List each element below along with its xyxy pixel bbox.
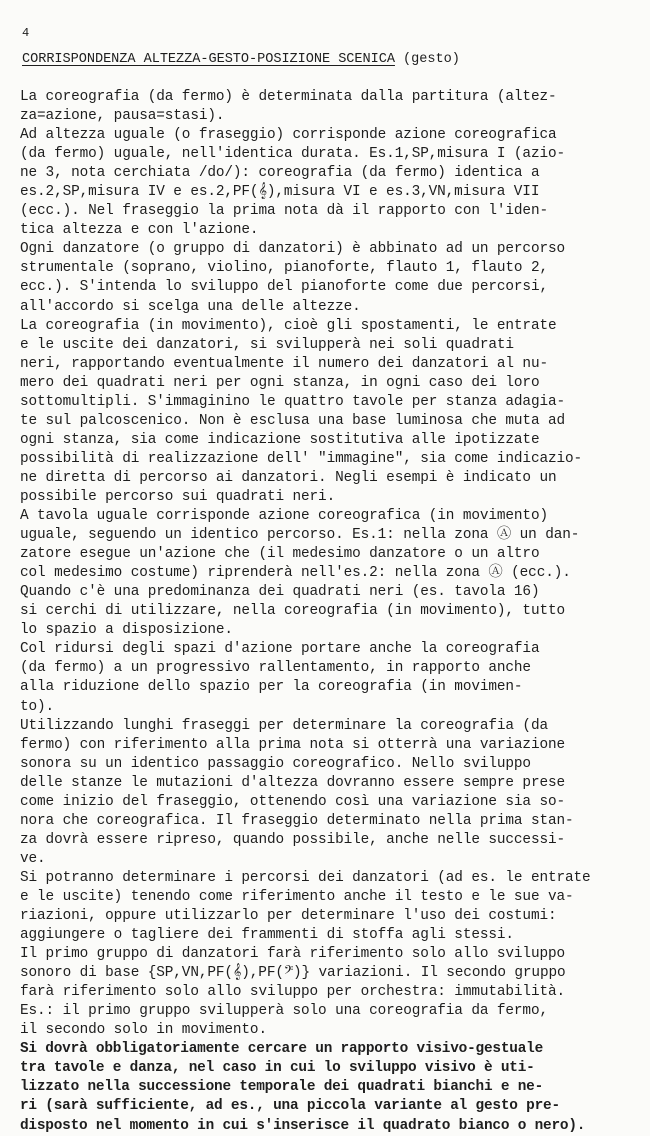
text-line: ecc.). S'intenda lo sviluppo del pianoforte come due percorsi, (20, 279, 548, 296)
text-line: za=azione, pausa=stasi). (20, 108, 225, 125)
section-title (22, 52, 460, 68)
bold-text-line: tra tavole e danza, nel caso in cui lo sviluppo visivo è uti- (20, 1060, 535, 1077)
text-line: Il primo gruppo di danzatori farà riferimento solo allo sviluppo (20, 946, 566, 963)
text-line: come inizio del fraseggio, ottenendo così una variazione sia so- (20, 793, 566, 810)
text-line: fermo) con riferimento alla prima nota si otterrà una variazione (20, 736, 566, 753)
text-line: all'accordo si scelga una delle altezze. (20, 298, 361, 315)
text-line: Es.: il primo gruppo svilupperà solo una coreografia da fermo, (20, 1003, 548, 1020)
text-line: strumentale (soprano, violino, pianoforte, flauto 1, flauto 2, (20, 260, 548, 277)
text-line: te sul palcoscenico. Non è esclusa una base luminosa che muta ad (20, 412, 566, 429)
text-line: farà riferimento solo allo sviluppo per orchestra: immutabilità. (20, 984, 566, 1001)
text-line: possibilità di realizzazione dell' "immagine", sia come indicazio- (20, 450, 583, 467)
text-line: lo spazio a disposizione. (20, 622, 233, 639)
page-number: 4 (22, 26, 30, 40)
text-line: (da fermo) uguale, nell'identica durata. Es.1,SP,misura I (azio- (20, 146, 566, 163)
text-line: ne 3, nota cerchiata /do/): coreografia (da fermo) identica a (20, 165, 540, 182)
text-line: Ad altezza uguale (o fraseggio) corrisponde azione coreografica (20, 127, 557, 144)
text-line: zatore esegue un'azione che (il medesimo danzatore o un altro (20, 546, 540, 563)
text-line: za dovrà essere ripreso, quando possibile, anche nelle successi- (20, 831, 566, 848)
text-line: sonora su un identico passaggio coreografico. Nello sviluppo (20, 755, 531, 772)
bold-text-line: disposto nel momento in cui s'inserisce il quadrato bianco o nero). (20, 1117, 586, 1134)
bold-text-line: Si dovrà obbligatoriamente cercare un rapporto visivo-gestuale (20, 1041, 544, 1058)
text-line: La coreografia (in movimento), cioè gli spostamenti, le entrate (20, 317, 557, 334)
text-line: sottomultipli. S'immaginino le quattro tavole per stanza adagia- (20, 393, 566, 410)
text-line: (ecc.). Nel fraseggio la prima nota dà il rapporto con l'iden- (20, 203, 548, 220)
text-line: col medesimo costume) riprenderà nell'es.2: nella zona Ⓐ (ecc.). (20, 565, 571, 582)
text-line: Col ridursi degli spazi d'azione portare anche la coreografia (20, 641, 540, 658)
text-line: delle stanze le mutazioni d'altezza dovranno essere sempre prese (20, 774, 566, 791)
text-line: Quando c'è una predominanza dei quadrati neri (es. tavola 16) (20, 584, 540, 601)
text-line: tica altezza e con l'azione. (20, 222, 259, 239)
text-line: A tavola uguale corrisponde azione coreografica (in movimento) (20, 508, 548, 525)
text-line: sonoro di base {SP,VN,PF(𝄞),PF(𝄢)} variazioni. Il secondo gruppo (20, 965, 566, 982)
text-line: ne diretta di percorso ai danzatori. Negli esempi è indicato un (20, 469, 557, 486)
text-line: to). (20, 698, 55, 715)
bold-text-line: ri (sarà sufficiente, ad es., una piccola variante al gesto pre- (20, 1098, 560, 1115)
text-line: Ogni danzatore (o gruppo di danzatori) è abbinato ad un percorso (20, 241, 566, 258)
text-line: mero dei quadrati neri per ogni stanza, in ogni caso dei loro (20, 374, 540, 391)
text-line: e le uscite) tenendo come riferimento anche il testo e le sue va- (20, 888, 574, 905)
text-line: si cerchi di utilizzare, nella coreografia (in movimento), tutto (20, 603, 566, 620)
text-line: La coreografia (da fermo) è determinata dalla partitura (altez- (20, 89, 557, 105)
text-line: aggiungere o tagliere dei frammenti di stoffa agli stessi. (20, 927, 514, 944)
bold-text-line: lizzato nella successione temporale dei quadrati bianchi e ne- (20, 1079, 544, 1096)
text-line: e le uscite dei danzatori, si svilupperà nei soli quadrati (20, 336, 514, 353)
text-line: alla riduzione dello spazio per la coreografia (in movimen- (20, 679, 523, 696)
text-line: il secondo solo in movimento. (20, 1022, 267, 1039)
text-line: nora che coreografica. Il fraseggio determinato nella prima stan- (20, 812, 574, 829)
text-line: riazioni, oppure utilizzarlo per determinare l'uso dei costumi: (20, 908, 557, 925)
text-line: neri, rapportando eventualmente il numero dei danzatori al nu- (20, 355, 548, 372)
text-line: Utilizzando lunghi fraseggi per determinare la coreografia (da (20, 717, 548, 734)
section-title-suffix: (gesto) (394, 52, 460, 67)
body-text (20, 88, 640, 1136)
text-line: ogni stanza, sia come indicazione sostitutiva alle ipotizzate (20, 431, 540, 448)
text-line: (da fermo) a un progressivo rallentamento, in rapporto anche (20, 660, 531, 677)
text-line: es.2,SP,misura IV e es.2,PF(𝄞),misura VI e es.3,VN,misura VII (20, 184, 540, 201)
text-line: possibile percorso sui quadrati neri. (20, 488, 336, 505)
text-line: uguale, seguendo un identico percorso. Es.1: nella zona Ⓐ un dan- (20, 527, 580, 544)
text-line: ve. (20, 850, 46, 867)
section-title-main: CORRISPONDENZA ALTEZZA-GESTO-POSIZIONE SCENICA (22, 52, 395, 67)
text-line: Si potranno determinare i percorsi dei danzatori (ad es. le entrate (20, 869, 591, 886)
